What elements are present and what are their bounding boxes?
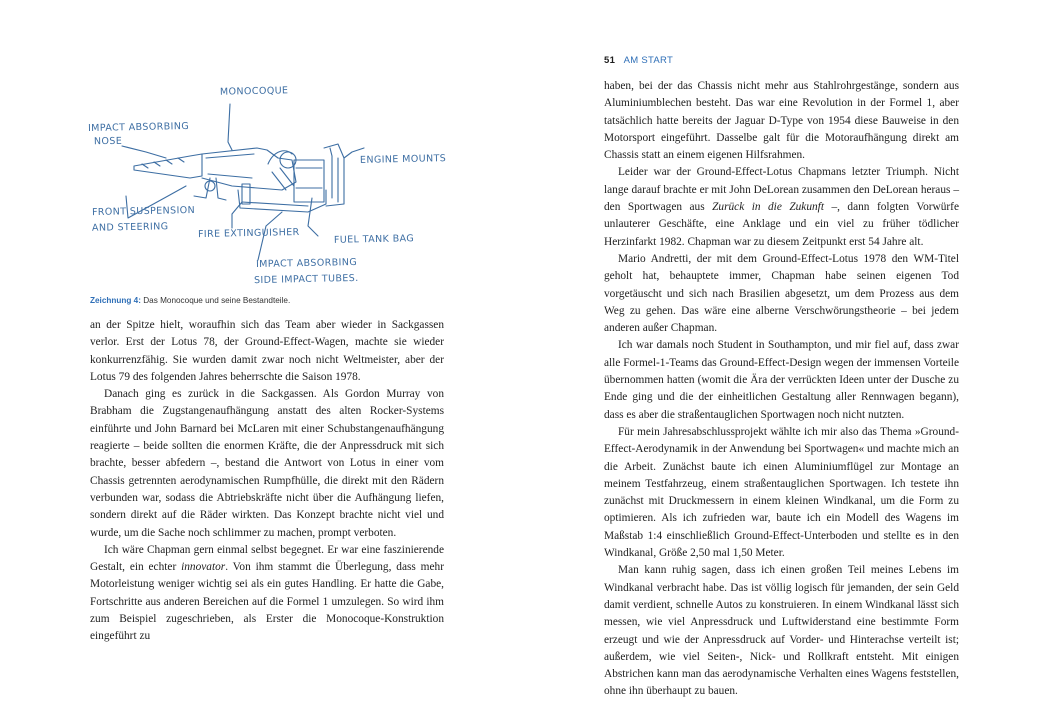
- paragraph: [90, 317, 444, 386]
- text-run: Für mein Jahresabschlussprojekt wählte ich mir also das Thema »Ground-Effect-Aerodynamik in der Anwendung bei Sportwagen« und machte mich an die Arbeit. Zunächst baute ich einen Aluminiumflügel zur Montage an meinem Testfahrzeug, einem straßentauglichen Sportwagen. Ich testete ihn zunächst mit Druckmessern in einem kleinen Windkanal, um die Form zu optimieren. Als ich zufrieden war, baute ich ein Modell des Wagens im Maßstab 1:4 einschließlich Ground-Effect-Unterboden und stellte es in den Windkanal, Größe 2,50 mal 1,50 Meter.: [604, 425, 959, 560]
- section-title: AM START: [623, 55, 674, 66]
- text-run: Ich war damals noch Student in Southampton, und mir fiel auf, dass zwar alle Formel-1-Teams das Ground-Effect-Design wegen der immensen Vorteile übernommen hatten (womit die Ära der verrückten Ideen unter der Dusche zu Ende ging und die der einheitlichen Gestaltung aller Rennwagen begann), dass es aber die straßentauglichen Sportwagen noch nicht nutzten.: [604, 339, 959, 421]
- paragraph: [604, 164, 959, 250]
- label-impact-nose-line1: IMPACT ABSORBING: [87, 120, 190, 135]
- right-body-text: [604, 78, 959, 701]
- text-run: –, dann folgten Vorwürfe unlauterer Geschäfte, eine Anklage und ein viel zu früher tödlicher Herzinfarkt 1982. Chapman war zu diesem Zeitpunkt erst 54 Jahre alt.: [604, 201, 959, 248]
- paragraph: [90, 386, 444, 542]
- text-run: Mario Andretti, der mit dem Ground-Effect-Lotus 1978 den WM-Titel geholt hat, behauptete immer, Chapman habe seinen eigenen Tod vorgetäuscht und sich nach Brasilien abgesetzt, um dem Prozess aus dem Weg zu gehen. Das wäre eine alberne Verschwörungstheorie – bei jedem anderen außer Chapman.: [604, 252, 959, 335]
- text-run: an der Spitze hielt, woraufhin sich das Team aber wieder in Sackgassen verlor. Erst der Lotus 78, der Ground-Effect-Wagen, machte sie wieder konkurrenzfähig. Sie wurden damit zwar noch nicht Weltmeister, aber der Lotus 79 des folgenden Jahres beherrschte die Saison 1978.: [90, 319, 444, 383]
- label-fire-extinguisher: FIRE EXTINGUISHER: [197, 226, 300, 241]
- monocoque-drawing: [82, 78, 462, 290]
- text-run: Danach ging es zurück in die Sackgassen. Als Gordon Murray von Brabham die Zugstangenaufhängung anstatt des alten Rocker-Systems einführte und John Barnard bei McLaren mit einer Schubstangenaufhängung reagierte – beide sollten die enormen Kräfte, die der Anpressdruck mit sich brachte, besser abfedern –, bestand die Antwort von Lotus in einer vom Chassis getrennten aerodynamischen Rumpfhülle, die direkt mit den Rädern verbunden war, sodass die Abtriebskräfte nicht über die Aufhängung liefen, sondern direkt auf die Räder wirkten. Das Konzept brachte nicht viel und wurde, um die Sache noch schlimmer zu machen, prompt verboten.: [90, 388, 444, 539]
- paragraph: [604, 78, 959, 164]
- caption-label: Zeichnung 4:: [90, 296, 141, 305]
- label-monocoque: MONOCOQUE: [219, 85, 289, 98]
- caption-text: Das Monocoque und seine Bestandteile.: [143, 296, 291, 305]
- paragraph: [604, 251, 959, 337]
- text-run: Leider war der Ground-Effect-Lotus Chapmans letzter Triumph. Nicht lange darauf brachte er mit John DeLorean zusammen den DeLorean heraus – den Sportwagen aus: [604, 166, 959, 214]
- text-run: Man kann ruhig sagen, dass ich einen großen Teil meines Lebens im Windkanal verbracht habe. Das ist völlig logisch für jemanden, der sein Geld damit verdient, schnelle Autos zu konstruieren. In einem Windkanal lässt sich messen, wie viel Anpressdruck und Luftwiderstand eine bestimmte Form erzeugt und wie der Anpressdruck auf Vorder- und Hinterachse verteilt ist; außerdem, wie viel Seiten-, Nick- und Rollkraft entsteht. Mit einigen Abstrichen kann man das aerodynamische Verhalten eines Wagens feststellen, ohne ihn überhaupt zu bauen.: [604, 564, 959, 698]
- right-page: [524, 0, 1049, 698]
- paragraph: [604, 424, 959, 562]
- emphasis-text: Zurück in die Zukunft: [712, 201, 824, 214]
- text-run: haben, bei der das Chassis nicht mehr aus Stahlrohrgestänge, sondern aus Aluminiumblechen besteht. Das war eine Revolution in der Formel 1, aber tatsächlich hatte bereits der Jaguar D-Type von 1954 diese Bauweise in den Motorsport eingeführt. Dasselbe galt für die Motoraufhängung direkt am Chassis statt an einem eigenen Hilfsrahmen.: [604, 80, 959, 162]
- left-body-text: [90, 317, 444, 646]
- label-impact-tubes-line1: IMPACT ABSORBING: [255, 256, 358, 271]
- label-front-suspension-line2: AND STEERING: [91, 221, 169, 234]
- paragraph: [604, 562, 959, 700]
- label-engine-mounts: ENGINE MOUNTS: [359, 153, 447, 166]
- label-impact-nose-line2: NOSE: [93, 135, 123, 148]
- page-number: 51: [604, 55, 616, 66]
- figure-caption: [90, 296, 290, 305]
- text-run: . Von ihm stammt die Überlegung, dass mehr Motorleistung weniger wichtig sei als ein gutes Handling. Er hatte die Gabe, Fortschritte aus anderen Bereichen auf die Formel 1 umzulegen. So wird ihm zum Beispiel zugeschrieben, als Erster die Monocoque-Konstruktion eingeführt zu: [90, 561, 444, 643]
- paragraph: [90, 542, 444, 646]
- left-page: [0, 0, 524, 663]
- label-impact-tubes-line2: SIDE IMPACT TUBES.: [253, 272, 359, 287]
- emphasis-text: innovator: [181, 561, 226, 574]
- running-head: [604, 55, 673, 66]
- label-front-suspension-line1: FRONT SUSPENSION: [91, 204, 196, 219]
- label-fuel-tank-bag: FUEL TANK BAG: [333, 233, 415, 246]
- paragraph: [604, 337, 959, 423]
- text-run: Ich wäre Chapman gern einmal selbst begegnet. Er war eine faszinierende Gestalt, ein echter: [90, 543, 444, 574]
